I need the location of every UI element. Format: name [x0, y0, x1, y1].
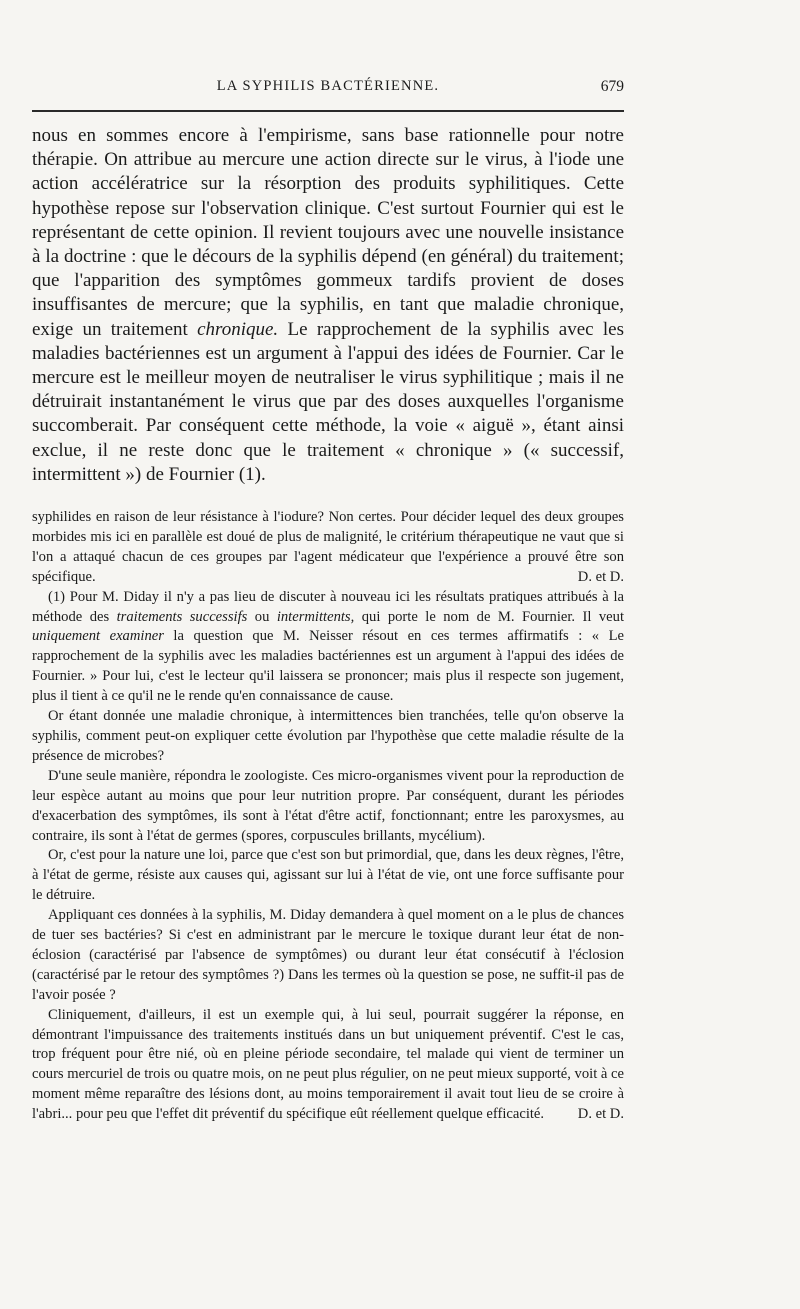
emphasis-traitements-successifs: traitements successifs [116, 608, 248, 625]
footnote-1-text-3: qui porte le nom de M. Fournier. Il veut [354, 608, 625, 625]
page-number: 679 [600, 78, 624, 95]
signature: D. et D. [577, 1106, 624, 1123]
main-paragraph-text: nous en sommes encore à l'empirisme, sans base rationnelle pour notre thérapie. On attribue au mercure une action directe sur le virus, à l'iode une action accélératrice sur la résorption des produits syphilitiques. Cette hypothèse repose sur l'observation clinique. C'est surtout Fournier qui est le représentant de cette opinion. Il revient toujours avec une nouvelle insistance à la doctrine : que le décours de la syphilis dépend (en général) du traitement; que l'apparition des symptômes gommeux tardifs provient de doses insuffisantes de mercure; que la syphilis, en tant que maladie chronique, exige un traitement [32, 125, 624, 340]
emphasis-chronique: chronique. [197, 318, 279, 340]
footnote-1-text-4: la question que M. Neisser résout en ces termes affirmatifs : « Le rapprochement de la syphilis avec les maladies bactériennes est un argument à l'appui des idées de Fournier. » Pour lui, c'est le lecteur qu'il laissera se prononcer; mais plus il respecte son jugement, plus il tient à ce qu'il ne le rende qu'en connaissance de cause. [32, 628, 624, 705]
main-paragraph-text-continued: Le rapprochement de la syphilis avec les maladies bactériennes est un argument à l'appui des idées de Fournier. Car le mercure est le meilleur moyen de neutraliser le virus syphilitique ; mais il ne détruirait instantanément le virus que par des doses auxquelles l'organisme succomberait. Par conséquent cette méthode, la voie « aiguë », étant ainsi exclue, il ne reste donc que le traitement « chronique » (« successif, intermittent ») de Fournier (1). [32, 318, 624, 485]
footnote-paragraph: Or étant donnée une maladie chronique, à intermittences bien tranchées, telle qu'on observe la syphilis, comment peut-on expliquer cette évolution par l'hypothèse que cette maladie résulte de la présence de microbes? [32, 708, 624, 764]
footnote-continuation [32, 508, 624, 588]
signature: D. et D. [577, 568, 624, 585]
footnote-1-text-2: ou [247, 608, 277, 625]
footnote-paragraph: Or, c'est pour la nature une loi, parce que c'est son but primordial, que, dans les deux règnes, l'être, à l'état de germe, résiste aux causes qui, agissant sur lui à l'état de vie, ont une force suffisante pour le détruire. [32, 847, 624, 904]
running-head [32, 78, 624, 102]
footnote-paragraph: Appliquant ces données à la syphilis, M. Diday demandera à quel moment on a le plus de chances de tuer ses bactéries? Si c'est en administrant par le mercure le toxique durant leur état de non-éclosion (caractérisé par l'absence de symptômes) ou durant leur état consécutif à l'éclosion (caractérisé par le retour des symptômes ?) Dans les termes où la question se pose, ne suffit-il pas de l'avoir posée ? [32, 907, 624, 1003]
running-title: LA SYPHILIS BACTÉRIENNE. [216, 78, 440, 94]
footnote-1-text: (1) Pour M. Diday il n'y a pas lieu de discuter à nouveau ici les résultats pratiques attribués à la méthode des [32, 588, 624, 625]
main-text [32, 124, 624, 487]
emphasis-uniquement-examiner: uniquement examiner [32, 628, 164, 645]
main-paragraph [32, 124, 624, 487]
footnote-paragraph: D'une seule manière, répondra le zoologiste. Ces micro-organismes vivent pour la reproduction de leur espèce autant au moins que pour leur nutrition propre. Par conséquent, durant les périodes d'exacerbation des symptômes, ils sont à l'état d'être actif, fonctionnant; entre les paroxysmes, au contraire, ils sont à l'état de germes (spores, corpuscules brillants, mycélium). [32, 767, 624, 844]
footnote-paragraph-final [32, 1006, 624, 1125]
footnote-continuation-text: syphilides en raison de leur résistance à l'iodure? Non certes. Pour décider lequel des deux groupes morbides mis ici en parallèle est doué de plus de malignité, le critérium thérapeutique ne vaut que si l'on a attaqué chacun de ces groupes par l'agent médicateur que l'expérience a prouvé être son spécifique. [32, 509, 624, 585]
footnotes [32, 508, 624, 1125]
footnote-1 [32, 588, 624, 707]
emphasis-intermittents: intermittents, [276, 608, 355, 625]
footnote-paragraph-final-text: Cliniquement, d'ailleurs, il est un exemple qui, à lui seul, pourrait suggérer la réponse, en démontrant l'impuissance des traitements institués dans un but uniquement préventif. C'est le cas, trop fréquent pour être nié, où en pleine période secondaire, tel malade qui vient de terminer un cours mercuriel de trois ou quatre mois, on ne peut plus régulier, on ne peut mieux supporté, voit à ce moment même reparaître des lésions dont, au moins temporairement il avait tout lieu de se croire à l'abri... pour peu que l'effet dit préventif du spécifique eût réellement quelque efficacité. [32, 1006, 624, 1123]
header-rule [32, 110, 624, 112]
